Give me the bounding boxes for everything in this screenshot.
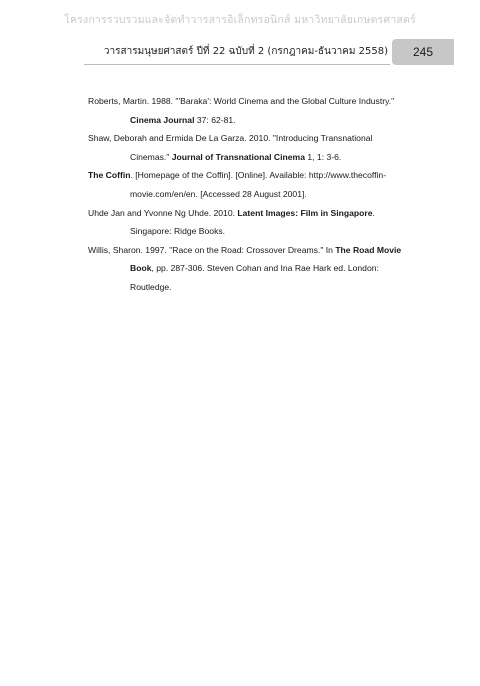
- reference-entry: [88, 166, 428, 203]
- page-number: 245: [412, 45, 434, 59]
- reference-title: Journal of Transnational Cinema: [171, 151, 305, 162]
- reference-title: Book: [130, 263, 152, 274]
- reference-title: Latent Images: Film in Singapore: [237, 207, 373, 218]
- reference-text: Singapore: Ridge Books.: [130, 226, 226, 237]
- watermark-text: โครงการรวบรวมและจัดทำวารสารอิเล็กทรอนิกส์ มหาวิทยาลัยเกษตรศาสตร์: [64, 14, 416, 26]
- reference-title: The Coffin: [88, 170, 131, 181]
- reference-line: [88, 111, 428, 130]
- reference-text: movie.com/en/en. [Accessed 28 August 2001].: [130, 188, 307, 199]
- reference-entry: [88, 92, 428, 129]
- page-number-tab: [392, 39, 454, 65]
- reference-line: [88, 129, 428, 148]
- reference-text: Uhde Jan and Yvonne Ng Uhde. 2010.: [88, 207, 238, 218]
- reference-line: [88, 241, 428, 260]
- reference-line: [88, 204, 428, 223]
- reference-title: Cinema Journal: [130, 114, 195, 125]
- reference-line: [88, 185, 428, 204]
- reference-text: Roberts, Martin. 1988. "'Baraka': World Cinema and the Global Culture Industry.": [88, 96, 395, 106]
- reference-entry: [88, 204, 428, 241]
- reference-text: Cinemas.": [130, 151, 172, 162]
- reference-text: 37: 62-81.: [194, 114, 236, 125]
- reference-line: [88, 92, 428, 111]
- reference-text: . [Homepage of the Coffin]. [Online]. Available: http://www.thecoffin-: [130, 170, 387, 181]
- reference-text: Shaw, Deborah and Ermida De La Garza. 2010. "Introducing Transnational: [88, 133, 373, 144]
- reference-text: .: [372, 207, 375, 218]
- reference-line: [88, 259, 428, 278]
- reference-text: Willis, Sharon. 1997. "Race on the Road: Crossover Dreams." In: [88, 244, 336, 255]
- reference-text: , pp. 287-306. Steven Cohan and Ina Rae Hark ed. London:: [151, 263, 379, 274]
- header-rule: [84, 64, 390, 65]
- reference-entry: [88, 129, 428, 166]
- reference-title: The Road Movie: [335, 244, 402, 255]
- reference-line: [88, 222, 428, 241]
- reference-line: [88, 166, 428, 185]
- reference-text: 1, 1: 3-6.: [304, 151, 342, 162]
- reference-text: Routledge.: [130, 281, 172, 292]
- reference-line: [88, 278, 428, 297]
- references-list: [88, 92, 428, 297]
- reference-line: [88, 148, 428, 167]
- journal-header: วารสารมนุษยศาสตร์ ปีที่ 22 ฉบับที่ 2 (กรกฎาคม-ธันวาคม 2558): [103, 46, 388, 57]
- reference-entry: [88, 241, 428, 297]
